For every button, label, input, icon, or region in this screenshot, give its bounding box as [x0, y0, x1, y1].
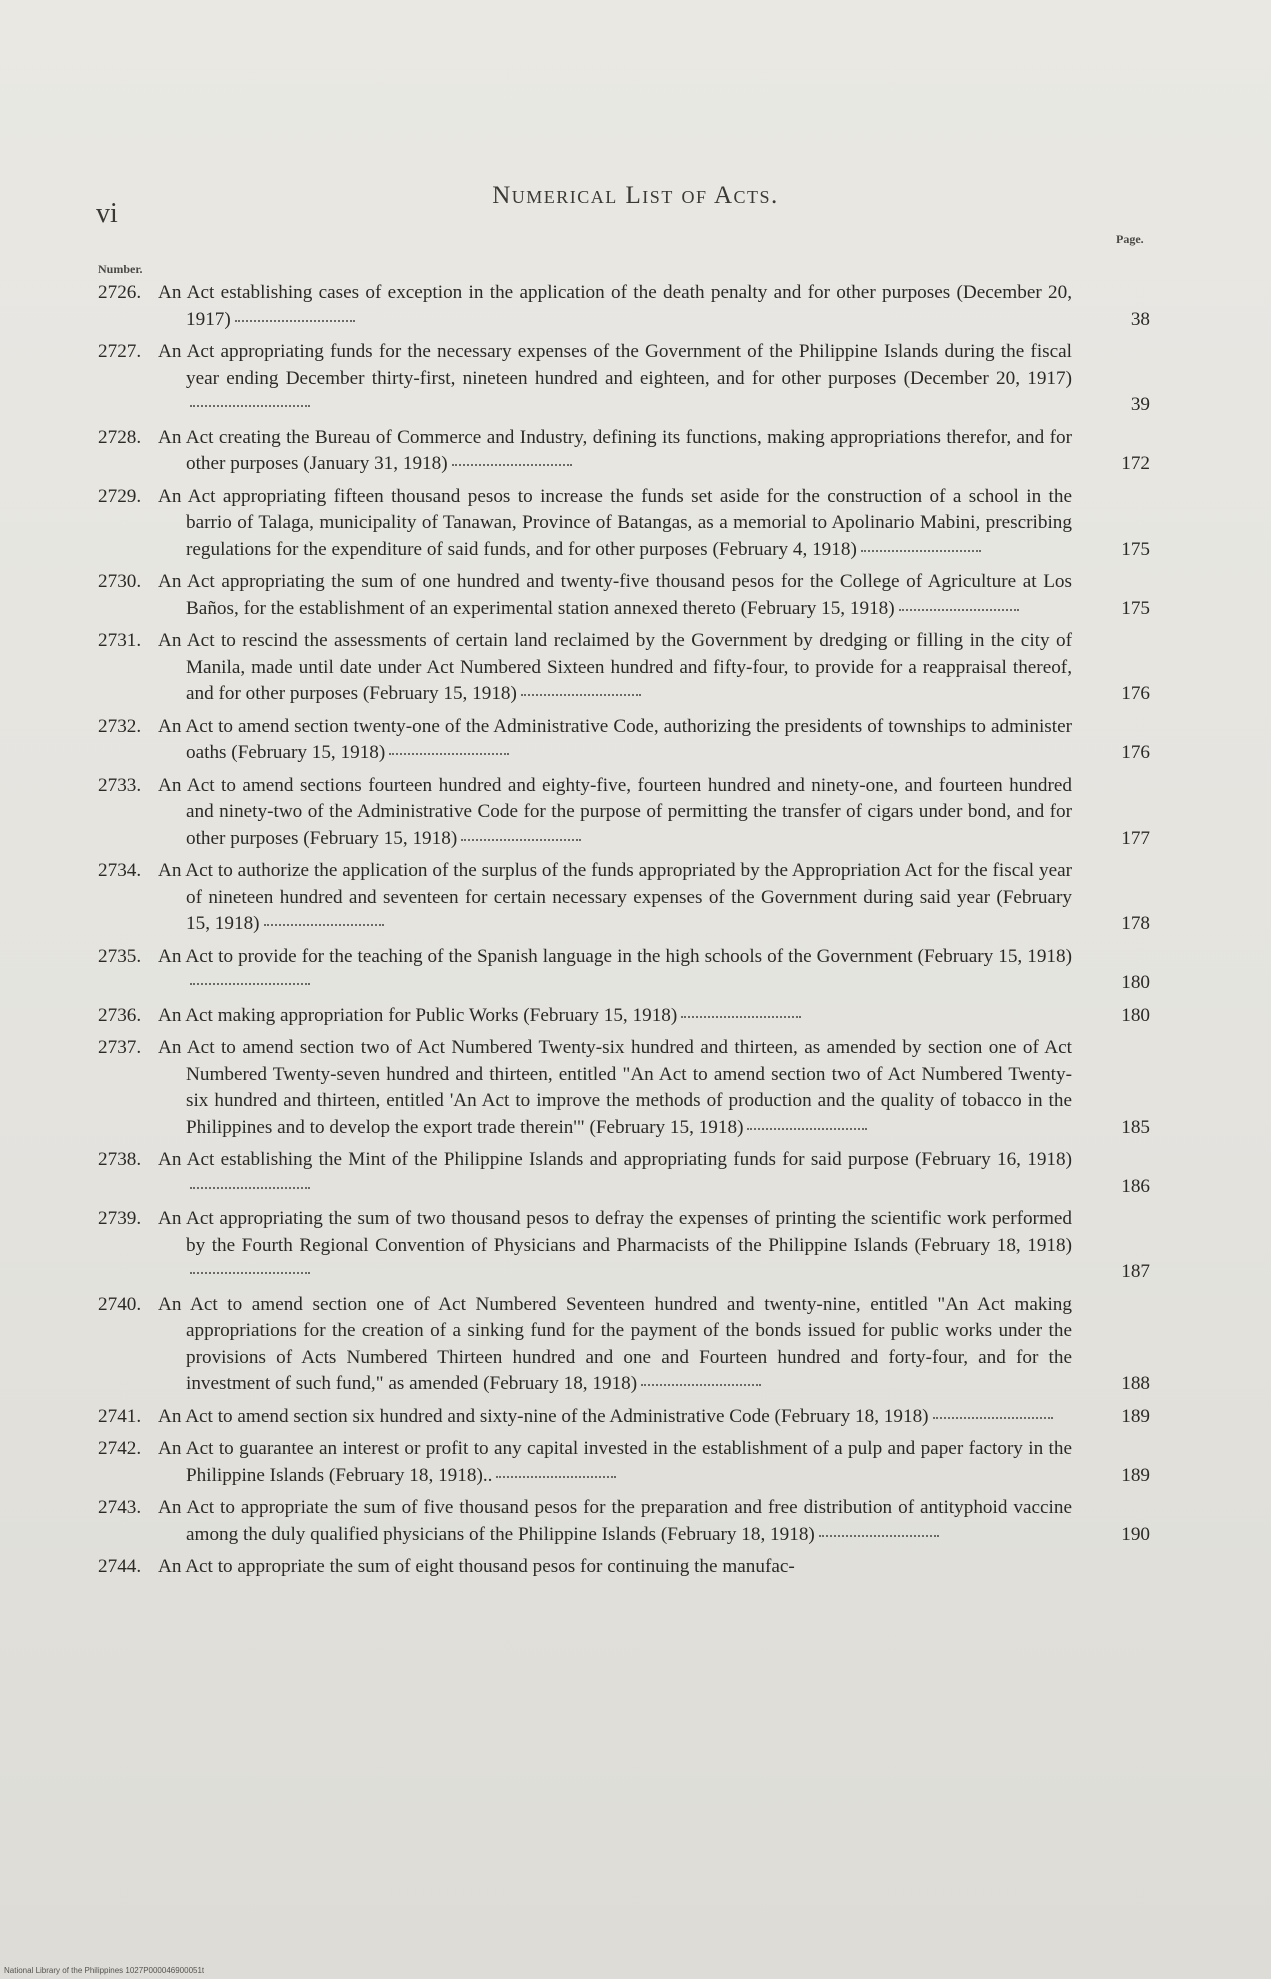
dot-leader	[452, 463, 572, 466]
entry-text	[98, 1495, 1072, 1548]
act-number: 2736.	[98, 1004, 142, 1026]
act-page: 180	[1121, 1004, 1150, 1026]
entry-text	[98, 858, 1072, 938]
footer-credit: National Library of the Philippines 1027P000046900051t	[4, 1966, 205, 1975]
dot-leader	[190, 404, 310, 407]
act-page: 188	[1121, 1373, 1150, 1394]
act-title: An Act appropriating fifteen thousand pesos to increase the funds set aside for the construction of a school in the barrio of Talaga, municipality of Tanawan, Province of Batangas, as a memorial to Apolinario Mabini, prescribing regulations for the expenditure of said funds, and for other purposes (February 4, 1918)	[158, 485, 1072, 560]
page-number: vi	[96, 198, 118, 229]
dot-leader	[264, 923, 384, 926]
list-item	[98, 280, 1150, 333]
act-title: An Act appropriating the sum of two thousand pesos to defray the expenses of printing the scientific work performed by the Fourth Regional Convention of Physicians and Pharmacists of the Philippine Islands (February 18, 1918)	[158, 1208, 1072, 1256]
dot-leader	[496, 1475, 616, 1478]
list-item	[98, 1495, 1150, 1548]
entry-text	[98, 1404, 1072, 1431]
act-number: 2738.	[98, 1149, 142, 1170]
act-number: 2744.	[98, 1556, 142, 1577]
act-title: An Act to authorize the application of the surplus of the funds appropriated by the Appropriation Act for the fiscal year of nineteen hundred and seventeen for certain necessary expenses of the Government during said year (February 15, 1918)	[158, 860, 1072, 934]
dot-leader	[521, 693, 641, 696]
list-item	[98, 1554, 1150, 1581]
entry-text	[98, 1206, 1072, 1286]
list-item	[98, 858, 1150, 938]
entry-text	[98, 773, 1072, 853]
dot-leader	[641, 1383, 761, 1386]
act-page: 186	[1121, 1175, 1150, 1197]
act-number: 2730.	[98, 571, 142, 592]
act-title: An Act establishing the Mint of the Philippine Islands and appropriating funds for said purpose (February 16, 1918)	[158, 1149, 1072, 1170]
list-item	[98, 484, 1150, 564]
act-number: 2737.	[98, 1037, 142, 1058]
dot-leader	[861, 549, 981, 552]
list-item	[98, 628, 1150, 708]
act-title: An Act to guarantee an interest or profit to any capital invested in the establishment of a pulp and paper factory in the Philippine Islands (February 18, 1918)..	[158, 1438, 1072, 1486]
dot-leader	[747, 1127, 867, 1130]
list-item	[98, 1292, 1150, 1398]
act-page: 185	[1121, 1116, 1150, 1138]
act-title: An Act establishing cases of exception in the application of the death penalty and for other purposes (December 20, 1917)	[158, 282, 1072, 330]
act-title: An Act to amend section six hundred and sixty-nine of the Administrative Code (February 18, 1918)	[158, 1405, 929, 1427]
act-number: 2727.	[98, 341, 142, 362]
list-item	[98, 1436, 1150, 1489]
entry-text	[98, 484, 1072, 564]
act-number: 2735.	[98, 945, 142, 967]
act-number: 2742.	[98, 1438, 142, 1459]
list-item	[98, 1206, 1150, 1286]
entry-text	[98, 944, 1072, 997]
list-item	[98, 773, 1150, 853]
dot-leader	[819, 1534, 939, 1537]
list-item	[98, 714, 1150, 767]
entry-text	[98, 1035, 1072, 1141]
act-title: An Act to amend section one of Act Numbered Seventeen hundred and twenty-nine, entitled "An Act making appropriations for the creation of a sinking fund for the payment of the bonds issued for public works under the provisions of Acts Numbered Thirteen hundred and one and Fourteen hundred and forty-four, and for the investment of such fund," as amended (February 18, 1918)	[158, 1293, 1072, 1394]
act-page: 38	[1130, 308, 1150, 330]
entry-text	[98, 1554, 1072, 1581]
list-item	[98, 1147, 1150, 1200]
act-number: 2741.	[98, 1405, 142, 1427]
dot-leader	[933, 1416, 1053, 1419]
act-number: 2728.	[98, 426, 142, 448]
list-item	[98, 1003, 1150, 1030]
acts-list	[98, 280, 1150, 1587]
act-number: 2731.	[98, 630, 142, 651]
act-page: 175	[1121, 538, 1150, 560]
act-title: An Act to appropriate the sum of eight thousand pesos for continuing the manufac-	[158, 1556, 795, 1577]
act-page: 39	[1130, 394, 1150, 415]
act-page: 176	[1121, 742, 1150, 763]
act-page: 180	[1121, 972, 1150, 993]
act-title: An Act to appropriate the sum of five thousand pesos for the preparation and free distribution of antityphoid vaccine among the duly qualified physicians of the Philippine Islands (February 18, 1918)	[158, 1497, 1072, 1545]
act-page: 172	[1121, 453, 1150, 474]
dot-leader	[190, 1186, 310, 1189]
entry-text	[98, 714, 1072, 767]
act-title: An Act creating the Bureau of Commerce and Industry, defining its functions, making appropriations therefor, and for other purposes (January 31, 1918)	[158, 426, 1072, 474]
dot-leader	[190, 1271, 310, 1274]
list-item	[98, 944, 1150, 997]
entry-text	[98, 280, 1072, 333]
act-number: 2732.	[98, 715, 142, 737]
entry-text	[98, 1147, 1072, 1200]
act-page: 176	[1121, 683, 1150, 704]
act-number: 2743.	[98, 1497, 142, 1518]
act-page: 189	[1121, 1464, 1150, 1486]
entry-text	[98, 569, 1072, 622]
act-page: 178	[1121, 913, 1150, 934]
list-item	[98, 569, 1150, 622]
act-title: An Act to amend section two of Act Numbered Twenty-six hundred and thirteen, as amended by section one of Act Numbered Twenty-seven hundred and thirteen, entitled "An Act to amend section two of Act Numbered Twenty-six hundred and thirteen, entitled 'An Act to improve the methods of production and the quality of tobacco in the Philippines and to develop the export trade therein'" (February 15, 1918)	[158, 1037, 1072, 1138]
act-number: 2734.	[98, 860, 142, 881]
act-number: 2739.	[98, 1208, 142, 1229]
list-item	[98, 339, 1150, 419]
act-number: 2729.	[98, 485, 142, 507]
act-title: An Act to provide for the teaching of the Spanish language in the high schools of the Government (February 15, 1918)	[158, 945, 1072, 967]
act-title: An Act to rescind the assessments of certain land reclaimed by the Government by dredging or filling in the city of Manila, made until date under Act Numbered Sixteen hundred and fifty-four, to provide for a reappraisal thereof, and for other purposes (February 15, 1918)	[158, 630, 1072, 704]
act-number: 2726.	[98, 282, 142, 303]
act-title: An Act to amend section twenty-one of the Administrative Code, authorizing the presidents of townships to administer oaths (February 15, 1918)	[158, 715, 1072, 763]
dot-leader	[389, 752, 509, 755]
act-title: An Act appropriating the sum of one hundred and twenty-five thousand pesos for the College of Agriculture at Los Baños, for the establishment of an experimental station annexed thereto (February 15, 1918)	[158, 571, 1072, 619]
act-page: 177	[1121, 827, 1150, 849]
dot-leader	[899, 608, 1019, 611]
page-column-label: Page.	[1116, 232, 1144, 246]
entry-text	[98, 339, 1072, 419]
entry-text	[98, 1436, 1072, 1489]
act-page: 175	[1121, 597, 1150, 619]
act-title: An Act appropriating funds for the necessary expenses of the Government of the Philippine Islands during the fiscal year ending December thirty-first, nineteen hundred and eighteen, and for other purposes (December 20, 1917)	[158, 341, 1072, 389]
act-number: 2740.	[98, 1293, 142, 1315]
act-title: An Act to amend sections fourteen hundred and eighty-five, fourteen hundred and ninety-one, and fourteen hundred and ninety-two of the Administrative Code for the purpose of permitting the transfer of cigars under bond, and for other purposes (February 15, 1918)	[158, 774, 1072, 849]
entry-text	[98, 1003, 1072, 1030]
dot-leader	[681, 1015, 801, 1018]
page-title: Numerical List of Acts.	[492, 182, 779, 209]
act-number: 2733.	[98, 774, 142, 796]
act-page: 190	[1121, 1523, 1150, 1545]
entry-text	[98, 425, 1072, 478]
number-column-label: Number.	[98, 262, 143, 276]
act-title: An Act making appropriation for Public Works (February 15, 1918)	[158, 1004, 678, 1026]
act-page: 189	[1121, 1405, 1150, 1427]
list-item	[98, 1404, 1150, 1431]
list-item	[98, 425, 1150, 478]
list-item	[98, 1035, 1150, 1141]
entry-text	[98, 628, 1072, 708]
entry-text	[98, 1292, 1072, 1398]
dot-leader	[461, 838, 581, 841]
dot-leader	[190, 982, 310, 985]
act-page: 187	[1121, 1261, 1150, 1282]
dot-leader	[235, 319, 355, 322]
